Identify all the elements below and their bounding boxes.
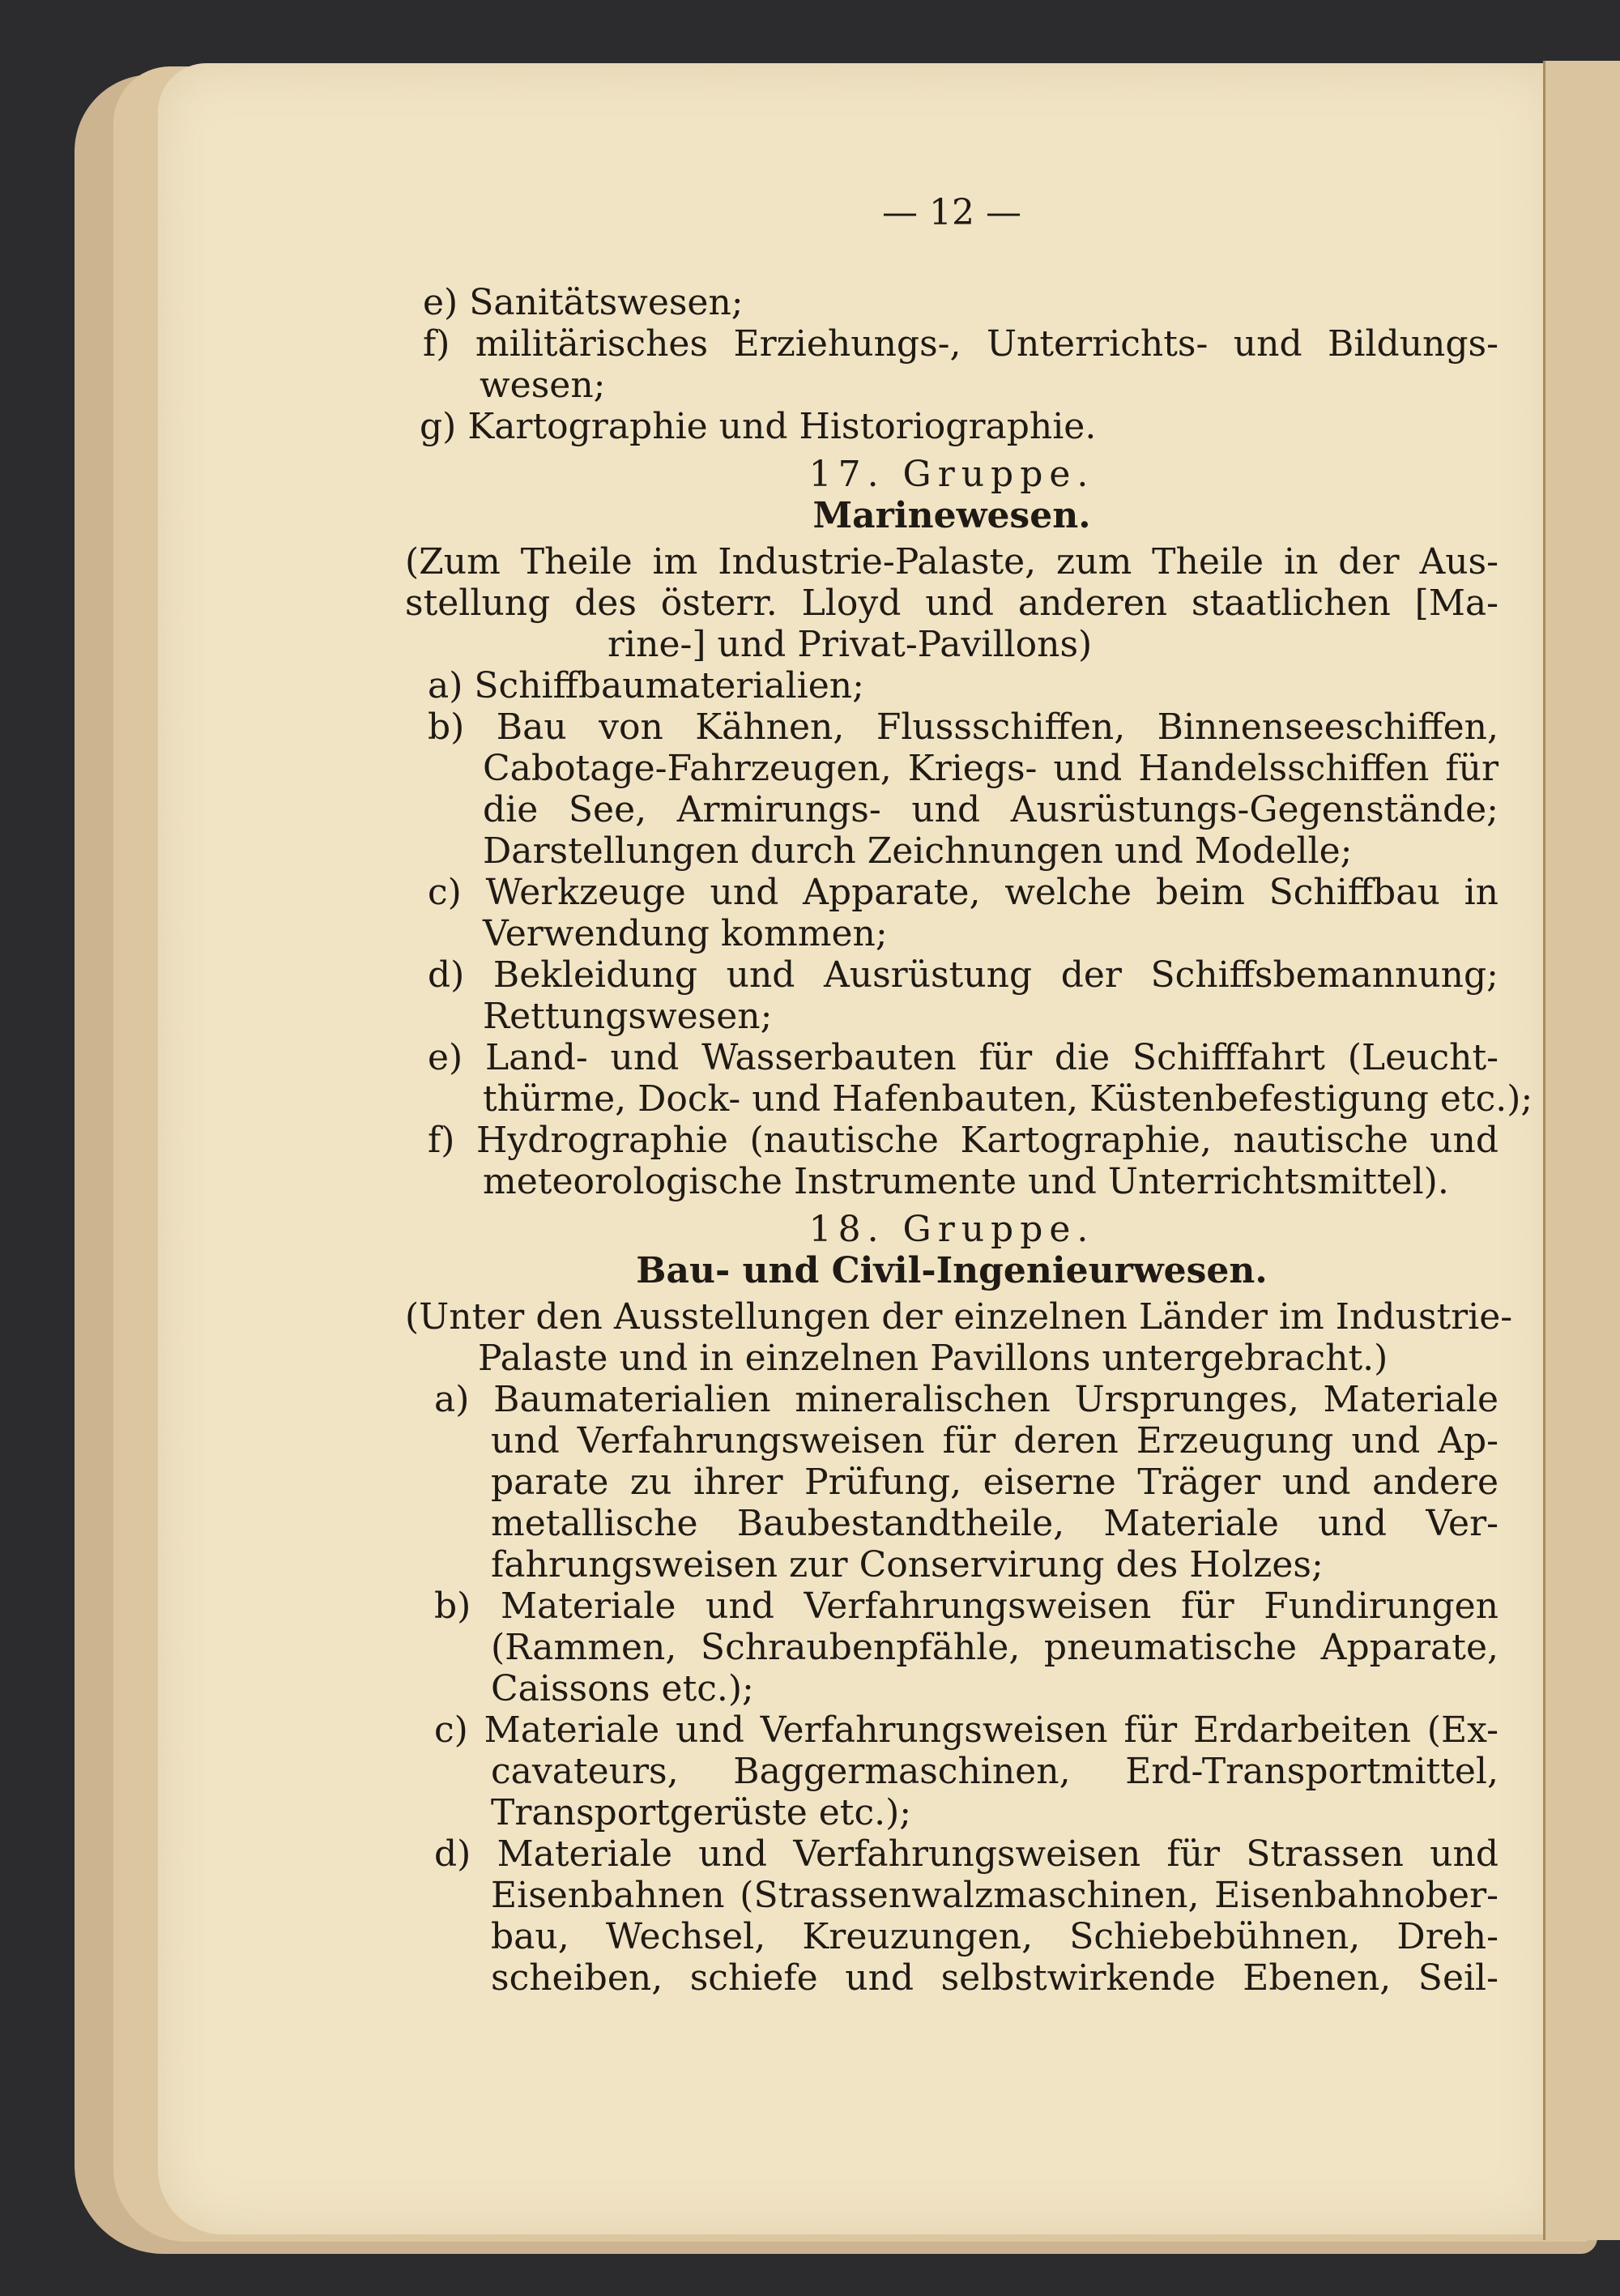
text-line: meteorologische Instrumente und Unterrichtsmittel). [483, 1161, 1449, 1202]
text-line: Marinewesen. [812, 495, 1091, 536]
text-line: d) Materiale und Verfahrungsweisen für Strassen und [434, 1833, 1498, 1875]
text-line: die See, Armirungs- und Ausrüstungs-Gegenstände; [483, 789, 1498, 830]
text-line: f) militärisches Erziehungs-, Unterrichts- und Bildungs- [423, 323, 1498, 365]
text-line: e) Land- und Wasserbauten für die Schifffahrt (Leucht- [428, 1037, 1498, 1078]
text-line: parate zu ihrer Prüfung, eiserne Träger und andere [491, 1462, 1498, 1503]
text-line: und Verfahrungsweisen für deren Erzeugung und Ap- [491, 1420, 1498, 1462]
text-line: b) Bau von Kähnen, Flussschiffen, Binnenseeschiffen, [428, 706, 1498, 748]
text-line: stellung des österr. Lloyd und anderen staatlichen [Ma- [405, 583, 1498, 624]
page-text [405, 182, 1533, 1999]
text-line: cavateurs, Baggermaschinen, Erd-Transportmittel, [491, 1751, 1498, 1792]
text-line: e) Sanitätswesen; [423, 282, 744, 323]
text-line: c) Materiale und Verfahrungsweisen für Erdarbeiten (Ex- [434, 1709, 1498, 1751]
text-line: Verwendung kommen; [483, 913, 888, 954]
text-line: Palaste und in einzelnen Pavillons untergebracht.) [478, 1338, 1388, 1379]
text-line: scheiben, schiefe und selbstwirkende Ebenen, Seil- [491, 1957, 1498, 1999]
text-line: b) Materiale und Verfahrungsweisen für Fundirungen [434, 1585, 1498, 1627]
text-line: Caissons etc.); [491, 1668, 754, 1709]
text-line: 18. Gruppe. [808, 1209, 1095, 1250]
text-line: bau, Wechsel, Kreuzungen, Schiebebühnen, Dreh- [491, 1916, 1498, 1957]
text-lines [405, 282, 1533, 1999]
text-line: Darstellungen durch Zeichnungen und Modelle; [483, 830, 1353, 872]
text-line: thürme, Dock- und Hafenbauten, Küstenbefestigung etc.); [483, 1078, 1533, 1120]
text-line: (Zum Theile im Industrie-Palaste, zum Theile in der Aus- [405, 541, 1498, 583]
text-line: Transportgerüste etc.); [491, 1792, 912, 1833]
text-line: a) Schiffbaumaterialien; [428, 665, 864, 706]
text-line: Cabotage-Fahrzeugen, Kriegs- und Handelsschiffen für [483, 748, 1498, 789]
text-line: fahrungsweisen zur Conservirung des Holzes; [491, 1544, 1324, 1585]
text-line: a) Baumaterialien mineralischen Ursprunges, Materiale [434, 1379, 1498, 1420]
text-line: Eisenbahnen (Strassenwalzmaschinen, Eisenbahnober- [491, 1875, 1498, 1916]
text-line: Rettungswesen; [483, 996, 773, 1037]
book-gutter [1543, 61, 1620, 2240]
page-number: — 12 — [882, 192, 1021, 233]
text-line: 17. Gruppe. [808, 454, 1095, 495]
text-line: c) Werkzeuge und Apparate, welche beim Schiffbau in [428, 872, 1498, 913]
text-line: metallische Baubestandtheile, Materiale und Ver- [491, 1503, 1498, 1544]
text-line: wesen; [480, 365, 606, 406]
text-line: (Unter den Ausstellungen der einzelnen Länder im Industrie- [405, 1296, 1513, 1338]
text-line: d) Bekleidung und Ausrüstung der Schiffsbemannung; [428, 954, 1498, 996]
text-line: f) Hydrographie (nautische Kartographie, nautische und [428, 1120, 1498, 1161]
text-line: (Rammen, Schraubenpfähle, pneumatische Apparate, [491, 1627, 1498, 1668]
text-line: Bau- und Civil-Ingenieurwesen. [636, 1250, 1268, 1291]
text-line: g) Kartographie und Historiographie. [420, 406, 1097, 447]
text-line: rine-] und Privat-Pavillons) [608, 624, 1093, 665]
